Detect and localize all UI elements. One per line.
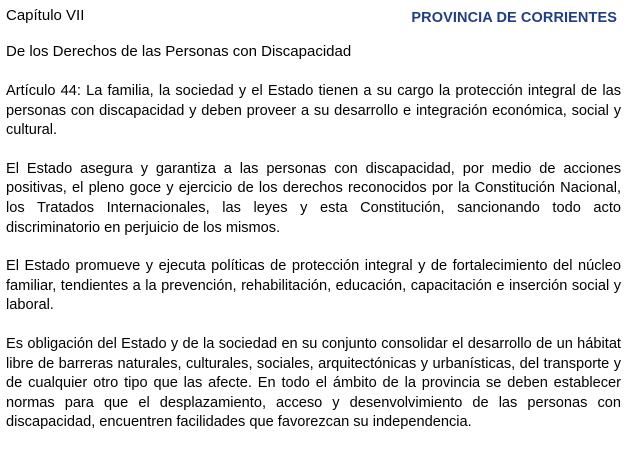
chapter-heading: Capítulo VII: [6, 7, 85, 24]
section-subtitle: De los Derechos de las Personas con Discapacidad: [6, 43, 352, 60]
paragraph-state-guarantees: El Estado asegura y garantiza a las personas con discapacidad, por medio de acciones positivas, el pleno goce y ejercicio de los derechos reconocidos por la Constitución Nacional, los Tratados Internacionales, las leyes y esta Constitución, sancionando todo acto discriminatorio en perjuicio de los mismos.: [6, 160, 621, 236]
province-title: PROVINCIA DE CORRIENTES: [411, 10, 617, 26]
document-page: [6, 0, 621, 442]
paragraph-article-44: Artículo 44: La familia, la sociedad y el Estado tienen a su cargo la protección integral de las personas con discapacidad y deben proveer a su desarrollo e integración económica, social y cultural.: [6, 83, 621, 139]
paragraph-habitat-obligation: Es obligación del Estado y de la sociedad en su conjunto consolidar el desarrollo de un hábitat libre de barreras naturales, culturales, sociales, arquitectónicas y urbanísticas, del transporte y de cualquier otro tipo que las afecte. En todo el ámbito de la provincia se deben establecer normas para que el desplazamiento, acceso y desenvolvimiento de las personas con discapacidad, encuentren facilidades que favorezcan su independencia.: [6, 335, 621, 431]
document-body: [6, 82, 621, 452]
paragraph-state-policies: El Estado promueve y ejecuta políticas de protección integral y de fortalecimiento del núcleo familiar, tendientes a la prevención, rehabilitación, educación, capacitación e inserción social y laboral.: [6, 258, 621, 314]
header: [6, 0, 621, 30]
